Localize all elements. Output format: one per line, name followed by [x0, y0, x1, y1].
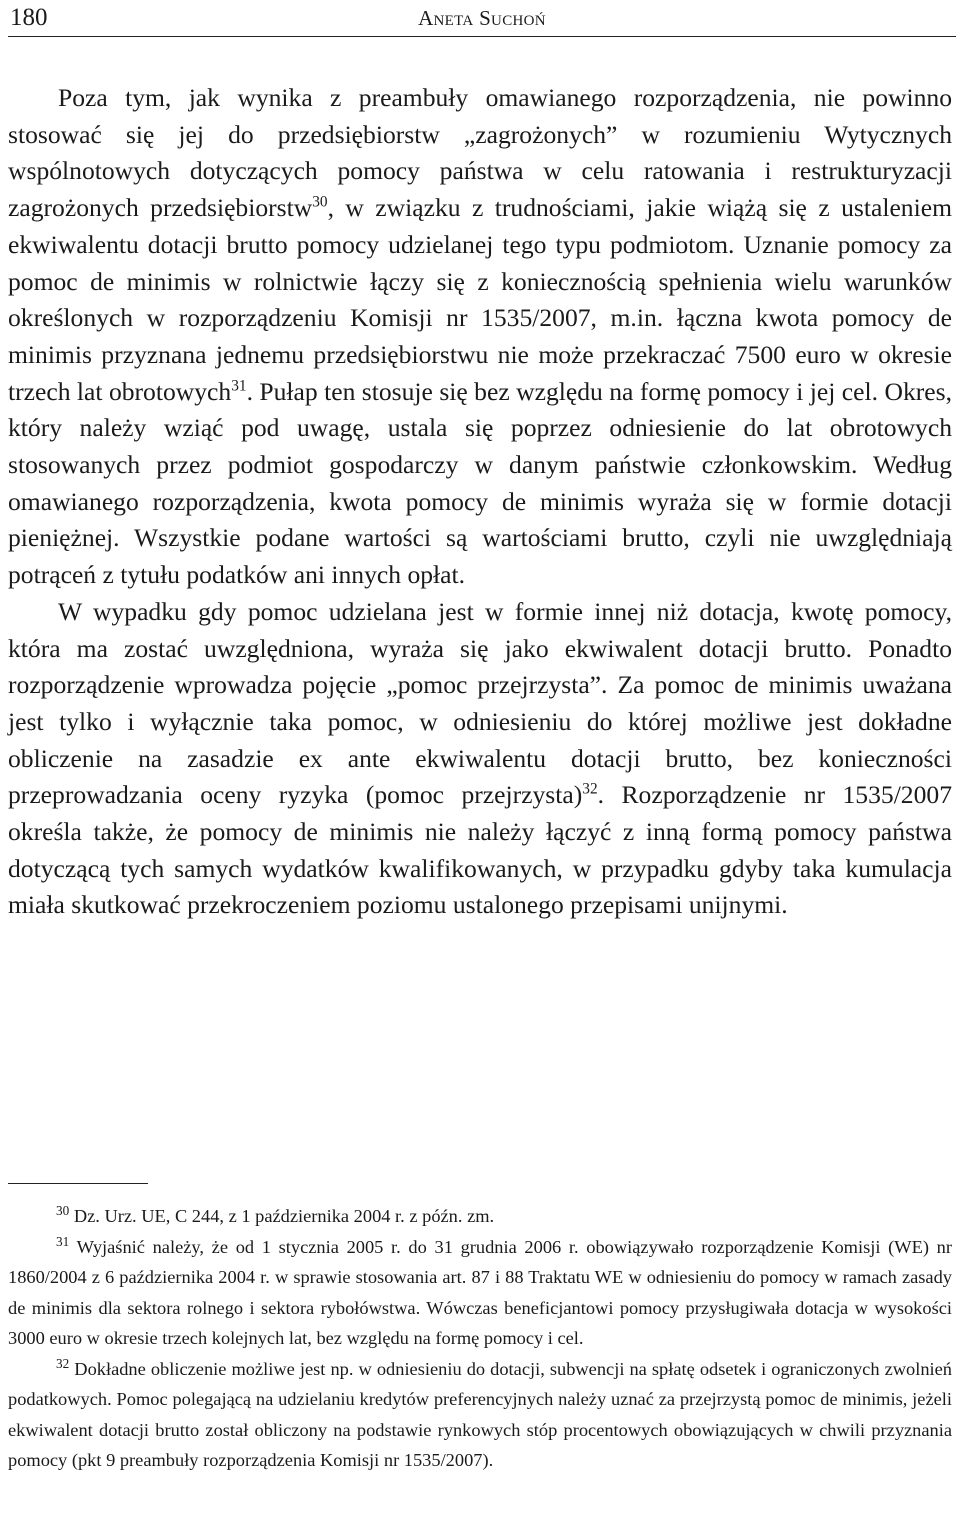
footnote-text: Dokładne obliczenie możliwe jest np. w odniesieniu do dotacji, subwencji na spłatę odsetek i ograniczonych zwolnień podatkowych. Pomoc polegającą na udzielaniu kredytów preferencyjnych należy uznać za przejrzystą pomoc de minimis, jeżeli ekwiwalent dotacji brutto został obliczony na podstawie rynkowych stóp procentowych obowiązujących w chwili przyznania pomocy (pkt 9 preambuły rozporządzenia Komisji nr 1535/2007). — [8, 1358, 952, 1470]
footnote — [8, 1201, 952, 1232]
footnote — [8, 1232, 952, 1354]
footnote — [8, 1354, 952, 1476]
paragraph-text: . Pułap ten stosuje się bez względu na formę pomocy i jej cel. Okres, który należy wziąć pod uwagę, ustala się poprzez odniesienie do lat obrotowych stosowanych przez podmiot gospodarczy w danym państwie członkowskim. Według omawianego rozporządzenia, kwota pomocy de minimis wyraża się w formie dotacji pieniężnej. Wszystkie podane wartości są wartościami brutto, czyli nie uwzględniają potrąceń z tytułu podatków ani innych opłat. — [8, 376, 952, 590]
running-head-author: Aneta Suchoń — [418, 6, 546, 30]
paragraph-text: . Rozporządzenie nr 1535/2007 określa także, że pomocy de minimis nie należy łączyć z inną formą pomocy państwa dotyczącą tych samych wydatków kwalifikowanych, w przypadku gdyby taka kumulacja miała skutkować przekroczeniem poziomu ustalonego przepisami unijnymi. — [8, 780, 952, 920]
footnote-separator — [8, 1183, 148, 1184]
footnotes — [8, 1201, 952, 1476]
page-number: 180 — [10, 4, 48, 31]
footnote-number: 30 — [56, 1202, 70, 1218]
footnote-number: 32 — [56, 1355, 70, 1371]
paragraph-text: W wypadku gdy pomoc udzielana jest w formie innej niż dotacja, kwotę pomocy, która ma zostać uwzględniona, wyraża się jako ekwiwalent dotacji brutto. Ponadto rozporządzenie wprowadza pojęcie „pomoc przejrzysta”. Za pomoc de minimis uważana jest tylko i wyłącznie taka pomoc, w odniesieniu do której możliwe jest dokładne obliczenie na zasadzie ex ante ekwiwalentu dotacji brutto, bez konieczności przeprowadzania oceny ryzyka (pomoc przejrzysta) — [8, 596, 952, 810]
page-header — [8, 0, 956, 37]
footnote-text: Dz. Urz. UE, C 244, z 1 października 2004 r. z późn. zm. — [69, 1206, 495, 1226]
paragraph-text: Poza tym, jak wynika z preambuły omawianego rozporządzenia, nie powinno stosować się jej do przedsiębiorstw „zagrożonych” w rozumieniu Wytycznych wspólnotowych dotyczących pomocy państwa w celu ratowania i restrukturyzacji zagrożonych przedsiębiorstw — [8, 83, 952, 223]
footnote-reference[interactable]: 32 — [582, 780, 598, 798]
paragraph-text: , w związku z trudnościami, jakie wiążą się z ustaleniem ekwiwalentu dotacji brutto pomocy udzielanej tego typu podmiotom. Uznanie pomocy za pomoc de minimis w rolnictwie łączy się z koniecznością spełnienia wielu warunków określonych w rozporządzeniu Komisji nr 1535/2007, m.in. łączna kwota pomocy de minimis przyznana jednemu przedsiębiorstwu nie może przekraczać 7500 euro w okresie trzech lat obrotowych — [8, 193, 952, 406]
paragraph — [8, 80, 952, 594]
footnote-reference[interactable]: 31 — [231, 377, 247, 395]
paragraph — [8, 594, 952, 924]
footnote-text: Wyjaśnić należy, że od 1 stycznia 2005 r. do 31 grudnia 2006 r. obowiązywało rozporządzenie Komisji (WE) nr 1860/2004 z 6 października 2004 r. w sprawie stosowania art. 87 i 88 Traktatu WE w odniesieniu do pomocy w ramach zasady de minimis dla sektora rolnego i sektora rybołówstwa. Wówczas beneficjantowi pomocy przysługiwała dotacja w wysokości 3000 euro w okresie trzech kolejnych lat, bez względu na formę pomocy i cel. — [8, 1236, 952, 1348]
footnote-reference[interactable]: 30 — [312, 193, 328, 211]
footnote-number: 31 — [56, 1233, 70, 1249]
main-text — [8, 80, 952, 924]
